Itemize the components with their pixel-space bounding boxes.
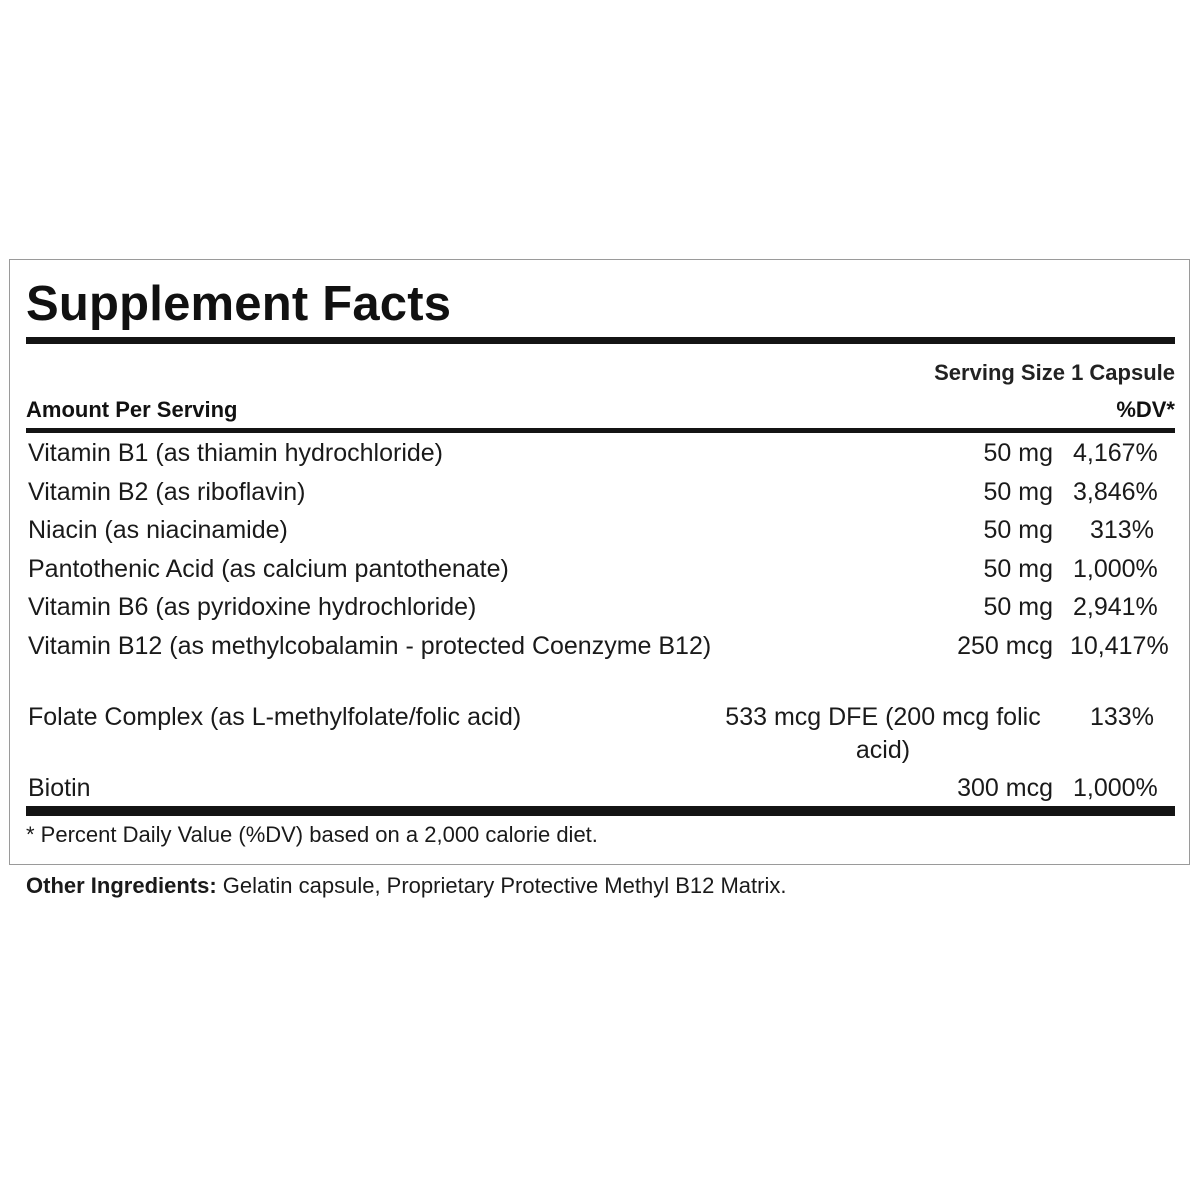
nutrient-dv: 1,000% <box>1073 555 1158 583</box>
nutrient-dv: 4,167% <box>1073 439 1158 467</box>
nutrient-name: Pantothenic Acid (as calcium pantothenate) <box>28 555 509 583</box>
nutrient-amount: 50 mg <box>983 478 1053 506</box>
nutrient-amount: 250 mcg <box>957 632 1053 660</box>
serving-size: Serving Size 1 Capsule <box>934 360 1175 385</box>
nutrient-amount: 50 mg <box>983 439 1053 467</box>
nutrient-amount: 50 mg <box>983 555 1053 583</box>
nutrient-amount: 300 mcg <box>957 774 1053 802</box>
nutrient-name: Vitamin B12 (as methylcobalamin - protected Coenzyme B12) <box>28 632 712 660</box>
nutrient-name: Folate Complex (as L-methylfolate/folic acid) <box>28 703 522 731</box>
nutrient-amount: 50 mg <box>983 516 1053 544</box>
nutrient-name: Vitamin B2 (as riboflavin) <box>28 478 306 506</box>
other-ingredients-text: Gelatin capsule, Proprietary Protective Methyl B12 Matrix. <box>216 873 787 898</box>
nutrient-name: Biotin <box>28 774 91 802</box>
nutrient-dv: 313% <box>1090 516 1154 544</box>
title-divider <box>26 337 1175 344</box>
amount-per-serving-header: Amount Per Serving <box>26 397 238 422</box>
nutrient-name: Niacin (as niacinamide) <box>28 516 288 544</box>
header-divider <box>26 428 1175 433</box>
nutrient-dv: 10,417% <box>1070 632 1169 660</box>
nutrient-name: Vitamin B1 (as thiamin hydrochloride) <box>28 439 444 467</box>
nutrient-dv: 1,000% <box>1073 774 1158 802</box>
nutrient-amount: 533 mcg DFE (200 mcg folic acid) <box>725 703 1041 764</box>
other-ingredients <box>26 873 786 899</box>
nutrient-name: Vitamin B6 (as pyridoxine hydrochloride) <box>28 593 477 621</box>
other-ingredients-label: Other Ingredients: <box>26 873 217 898</box>
panel-title: Supplement Facts <box>26 277 452 331</box>
nutrient-dv: 2,941% <box>1073 593 1158 621</box>
supplement-facts-panel <box>9 259 1190 865</box>
nutrient-dv: 133% <box>1090 703 1154 731</box>
bottom-divider <box>26 806 1175 816</box>
dv-footnote: * Percent Daily Value (%DV) based on a 2,000 calorie diet. <box>26 822 598 847</box>
dv-column-header: %DV* <box>1116 397 1175 422</box>
nutrient-amount: 50 mg <box>983 593 1053 621</box>
nutrient-dv: 3,846% <box>1073 478 1158 506</box>
